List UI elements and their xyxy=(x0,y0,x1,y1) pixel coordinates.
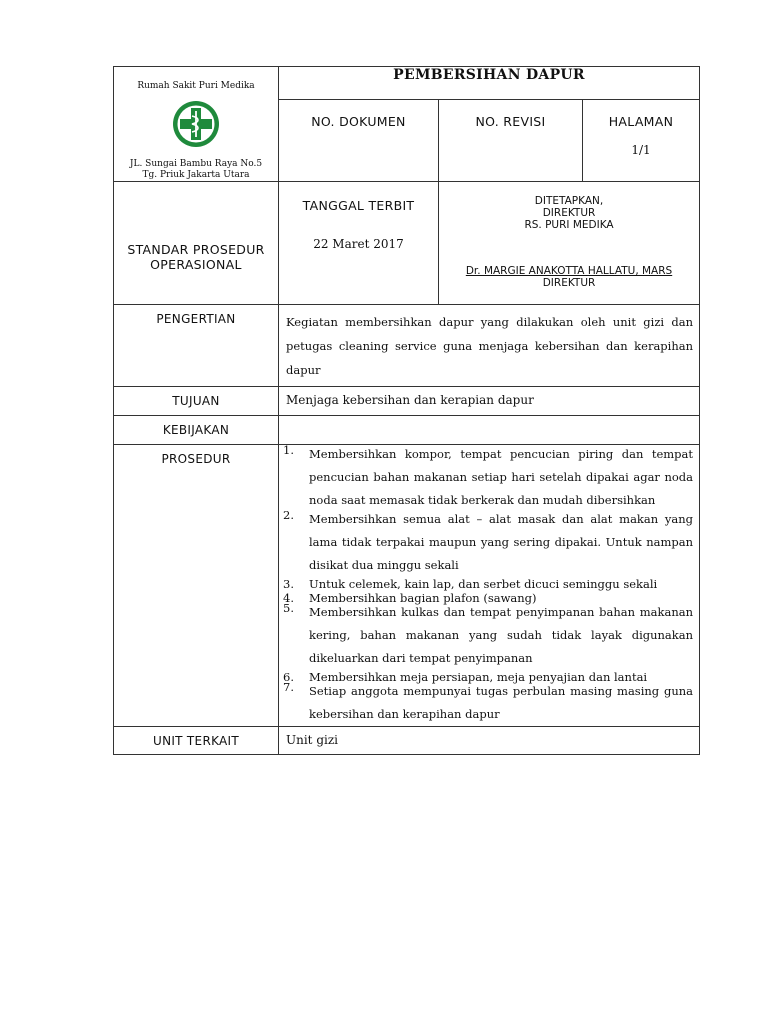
tujuan-label: TUJUAN xyxy=(172,394,220,408)
pengertian-label-cell xyxy=(114,305,279,387)
unit-terkait-text-cell xyxy=(279,727,700,755)
prosedur-item-number: 2. xyxy=(283,508,294,522)
signer-title: DIREKTUR xyxy=(542,277,596,289)
no-dokumen-label: NO. DOKUMEN xyxy=(311,114,406,130)
halaman-value: 1/1 xyxy=(631,143,651,158)
approval-block xyxy=(439,182,699,289)
rs-name-text: RS. PURI MEDIKA xyxy=(524,219,614,231)
hospital-address xyxy=(114,159,278,181)
ditetapkan-text: DITETAPKAN, xyxy=(534,195,604,207)
prosedur-item-text: Untuk celemek, kain lap, dan serbet dicuci seminggu sekali xyxy=(309,577,658,591)
prosedur-item-text: Setiap anggota mempunyai tugas perbulan masing masing guna kebersihan dan kerapihan dapur xyxy=(309,684,694,721)
hospital-identity-cell xyxy=(114,67,279,182)
prosedur-item-number: 7. xyxy=(283,680,294,694)
prosedur-item xyxy=(279,508,693,577)
sop-title xyxy=(114,182,278,272)
tujuan-text: Menjaga kebersihan dan kerapian dapur xyxy=(286,393,534,407)
prosedur-item-text: Membersihkan meja persiapan, meja penyajian dan lantai xyxy=(309,670,648,684)
tanggal-terbit-label: TANGGAL TERBIT xyxy=(302,198,415,213)
prosedur-list-cell xyxy=(279,445,700,727)
unit-terkait-label: UNIT TERKAIT xyxy=(152,734,240,748)
prosedur-item-number: 4. xyxy=(283,591,294,605)
prosedur-item-number: 6. xyxy=(283,670,294,684)
pengertian-text: Kegiatan membersihkan dapur yang dilakukan oleh unit gizi dan petugas cleaning service guna menjaga kebersihan dan kerapihan dapur xyxy=(286,315,694,377)
unit-terkait-label-cell xyxy=(114,727,279,755)
pengertian-label: PENGERTIAN xyxy=(156,312,236,326)
prosedur-item-number: 1. xyxy=(283,443,294,457)
document-title: PEMBERSIHAN DAPUR xyxy=(279,67,700,100)
approval-cell xyxy=(439,182,700,305)
prosedur-item-number: 3. xyxy=(283,577,294,591)
prosedur-item-text: Membersihkan kompor, tempat pencucian piring dan tempat pencucian bahan makanan setiap hari setelah dipakai agar noda noda saat memasak tidak berkerak dan mudah dibersihkan xyxy=(309,447,694,507)
halaman-label: HALAMAN xyxy=(608,114,674,130)
prosedur-label: PROSEDUR xyxy=(161,452,231,466)
kebijakan-label: KEBIJAKAN xyxy=(162,423,230,437)
prosedur-item-text: Membersihkan kulkas dan tempat penyimpanan bahan makanan kering, bahan makanan yang sudah tidak layak digunakan dikeluarkan dari tempat penyimpanan xyxy=(309,605,694,665)
no-revisi-cell xyxy=(439,100,583,182)
kebijakan-text xyxy=(279,416,699,422)
prosedur-item-text: Membersihkan bagian plafon (sawang) xyxy=(309,591,537,605)
prosedur-item xyxy=(279,443,693,512)
unit-terkait-text: Unit gizi xyxy=(286,733,338,747)
sop-document-table xyxy=(113,66,700,755)
tujuan-label-cell xyxy=(114,387,279,416)
sop-title-line-2: OPERASIONAL xyxy=(150,257,242,272)
hospital-name: Rumah Sakit Puri Medika xyxy=(137,81,255,91)
prosedur-item xyxy=(279,680,693,726)
signer-block xyxy=(439,265,699,289)
tanggal-terbit-value: 22 Maret 2017 xyxy=(313,237,404,251)
prosedur-item-text: Membersihkan semua alat – alat masak dan alat makan yang lama tidak terpakai maupun yang sering dipakai. Untuk nampan disikat dua minggu sekali xyxy=(309,512,694,572)
address-line-1: JL. Sungai Bambu Raya No.5 xyxy=(129,159,263,169)
prosedur-item xyxy=(279,601,693,670)
signer-name: Dr. MARGIE ANAKOTTA HALLATU, MARS xyxy=(465,265,673,277)
prosedur-item xyxy=(279,577,693,591)
pengertian-text-cell xyxy=(279,305,700,387)
kebijakan-label-cell xyxy=(114,416,279,445)
tujuan-text-cell xyxy=(279,387,700,416)
direktur-text: DIREKTUR xyxy=(542,207,596,219)
tanggal-terbit-cell xyxy=(279,182,439,305)
sop-title-line-1: STANDAR PROSEDUR xyxy=(127,242,265,257)
sop-title-cell xyxy=(114,182,279,305)
prosedur-label-cell xyxy=(114,445,279,727)
prosedur-list xyxy=(279,445,699,726)
prosedur-item-number: 5. xyxy=(283,601,294,615)
no-revisi-label: NO. REVISI xyxy=(475,114,546,130)
address-line-2: Tg. Priuk Jakarta Utara xyxy=(142,170,250,180)
hospital-cross-logo-icon xyxy=(171,99,221,149)
halaman-cell xyxy=(583,100,700,182)
no-dokumen-cell xyxy=(279,100,439,182)
kebijakan-text-cell xyxy=(279,416,700,445)
